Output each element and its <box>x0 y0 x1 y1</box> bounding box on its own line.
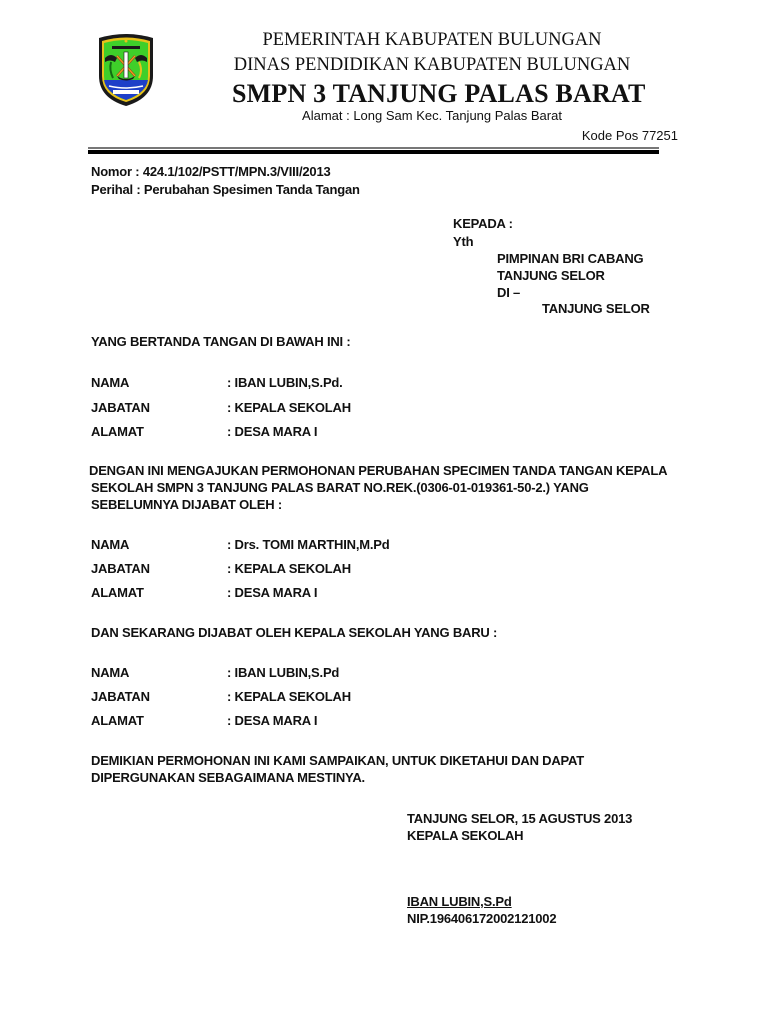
request-paragraph-line2: SEKOLAH SMPN 3 TANJUNG PALAS BARAT NO.REK.(0306-01-019361-50-2.) YANG <box>91 480 589 495</box>
intro-statement: YANG BERTANDA TANGAN DI BAWAH INI : <box>91 334 351 349</box>
recipient-line2: TANJUNG SELOR <box>497 268 605 283</box>
recipient-yth: Yth <box>453 234 474 249</box>
previous-position-value: : KEPALA SEKOLAH <box>227 561 351 576</box>
closing-line1: DEMIKIAN PERMOHONAN INI KAMI SAMPAIKAN, UNTUK DIKETAHUI DAN DAPAT <box>91 753 585 768</box>
letterhead-postal-code: Kode Pos 77251 <box>581 128 678 143</box>
new-position-value: : KEPALA SEKOLAH <box>227 689 351 704</box>
recipient-di: DI – <box>497 285 521 300</box>
new-holder-intro: DAN SEKARANG DIJABAT OLEH KEPALA SEKOLAH YANG BARU : <box>91 625 498 640</box>
previous-name-value: : Drs. TOMI MARTHIN,M.Pd <box>227 537 390 552</box>
new-name-label: NAMA <box>91 665 130 680</box>
letter-number: Nomor : 424.1/102/PSTT/MPN.3/VIII/2013 <box>91 164 331 179</box>
new-position-label: JABATAN <box>91 689 150 704</box>
letterhead-rule-thick <box>88 150 659 154</box>
request-paragraph-line3: SEBELUMNYA DIJABAT OLEH : <box>91 497 282 512</box>
regency-emblem-logo <box>95 32 157 108</box>
letterhead-school-name: SMPN 3 TANJUNG PALAS BARAT <box>232 79 646 108</box>
recipient-place: TANJUNG SELOR <box>542 301 650 316</box>
signature-position: KEPALA SEKOLAH <box>407 828 524 843</box>
shield-emblem-icon <box>95 32 157 108</box>
signer-address-value: : DESA MARA I <box>227 424 318 439</box>
closing-line2: DIPERGUNAKAN SEBAGAIMANA MESTINYA. <box>91 770 365 785</box>
signer-name-value: : IBAN LUBIN,S.Pd. <box>227 375 343 390</box>
previous-name-label: NAMA <box>91 537 130 552</box>
previous-position-label: JABATAN <box>91 561 150 576</box>
letterhead-department: DINAS PENDIDIKAN KABUPATEN BULUNGAN <box>233 55 631 75</box>
signer-position-label: JABATAN <box>91 400 150 415</box>
letter-subject: Perihal : Perubahan Spesimen Tanda Tangan <box>91 182 360 197</box>
signature-place-date: TANJUNG SELOR, 15 AGUSTUS 2013 <box>407 811 633 826</box>
letterhead-rule-thin <box>88 147 659 149</box>
new-name-value: : IBAN LUBIN,S.Pd <box>227 665 340 680</box>
previous-address-label: ALAMAT <box>91 585 144 600</box>
signature-name: IBAN LUBIN,S.Pd <box>407 894 512 909</box>
new-address-label: ALAMAT <box>91 713 144 728</box>
signer-position-value: : KEPALA SEKOLAH <box>227 400 351 415</box>
request-paragraph-line1: DENGAN INI MENGAJUKAN PERMOHONAN PERUBAHAN SPECIMEN TANDA TANGAN KEPALA <box>89 463 668 478</box>
recipient-line1: PIMPINAN BRI CABANG <box>497 251 644 266</box>
signature-nip: NIP.196406172002121002 <box>407 911 557 926</box>
new-address-value: : DESA MARA I <box>227 713 318 728</box>
signer-name-label: NAMA <box>91 375 130 390</box>
letterhead-address: Alamat : Long Sam Kec. Tanjung Palas Barat <box>302 108 562 123</box>
previous-address-value: : DESA MARA I <box>227 585 318 600</box>
letterhead-government: PEMERINTAH KABUPATEN BULUNGAN <box>262 30 602 50</box>
signer-address-label: ALAMAT <box>91 424 144 439</box>
recipient-kepada: KEPADA : <box>453 216 513 231</box>
